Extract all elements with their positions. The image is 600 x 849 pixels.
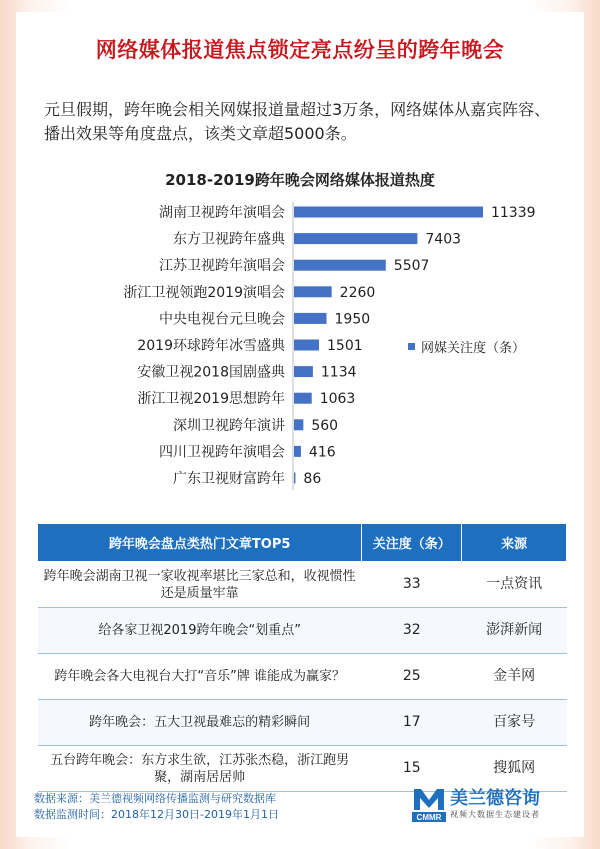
category-label: 安徽卫视2018国剧盛典 [137, 364, 285, 381]
category-label: 浙江卫视领跑2019演唱会 [123, 284, 285, 301]
bar [294, 473, 295, 484]
brand-tagline: 视频大数据生态建设者 [450, 809, 540, 819]
legend-swatch [408, 343, 415, 350]
data-label: 2260 [339, 284, 376, 301]
article-source: 百家号 [462, 700, 567, 746]
intro-paragraph: 元旦假期，跨年晚会相关网媒报道量超过3万条，网络媒体从嘉宾阵容、播出效果等角度盘点，该类文章超5000条。 [44, 100, 551, 143]
category-label: 2019环球跨年冰雪盛典 [137, 338, 285, 354]
article-source: 搜狐网 [462, 746, 567, 792]
table-row [38, 654, 567, 700]
article-source: 金羊网 [462, 654, 567, 700]
data-label: 1950 [334, 311, 371, 328]
data-label: 5507 [393, 258, 430, 275]
article-title[interactable]: 跨年晚会各大电视台大打“音乐”牌 谁能成为赢家？ [38, 654, 362, 700]
chart-legend [408, 337, 525, 356]
chart-title: 2018-2019跨年晚会网络媒体报道热度 [165, 171, 435, 189]
article-source: 澎湃新闻 [462, 608, 567, 654]
table-row [38, 608, 567, 654]
category-label: 浙江卫视2019思想跨年 [137, 391, 285, 408]
bar [294, 366, 313, 377]
bar [294, 340, 319, 351]
table-row [38, 746, 567, 792]
data-label: 1501 [327, 338, 363, 354]
article-title[interactable]: 跨年晚会：五大卫视最难忘的精彩瞬间 [38, 700, 362, 746]
category-label: 四川卫视跨年演唱会 [159, 444, 285, 461]
top5-table [37, 523, 567, 792]
footer-notes [34, 791, 279, 823]
category-label: 广东卫视财富跨年 [173, 471, 285, 487]
category-label: 江苏卫视跨年演唱会 [159, 258, 285, 275]
category-label: 湖南卫视跨年演唱会 [159, 205, 285, 221]
table-header-source: 来源 [462, 524, 567, 562]
table-row [38, 562, 567, 608]
bar [294, 419, 303, 430]
table-header-row [38, 524, 567, 562]
data-label: 1134 [320, 364, 357, 381]
page-title: 网络媒体报道焦点锁定亮点纷呈的跨年晚会 [95, 38, 505, 62]
brand-name: 美兰德咨询 [450, 787, 540, 809]
article-title[interactable]: 跨年晚会湖南卫视一家收视率堪比三家总和，收视惯性还是质量牢靠 [38, 562, 362, 608]
article-score: 33 [362, 562, 462, 608]
article-title[interactable]: 五台跨年晚会：东方求生欲，江苏张杰稳，浙江跑男聚，湖南居居帅 [38, 746, 362, 792]
bar [294, 233, 417, 244]
data-label: 416 [308, 444, 336, 461]
table-header-title: 跨年晚会盘点类热门文章TOP5 [38, 524, 362, 562]
table-header-score: 关注度（条） [362, 524, 462, 562]
bar [294, 286, 332, 297]
data-label: 560 [311, 417, 339, 434]
data-label: 86 [303, 471, 322, 487]
bar [294, 446, 301, 457]
category-label: 东方卫视跨年盛典 [173, 231, 285, 248]
category-label: 深圳卫视跨年演讲 [173, 417, 285, 434]
bar [294, 207, 483, 218]
cmmr-logo-icon [412, 786, 446, 822]
article-score: 32 [362, 608, 462, 654]
logo-text: CMMR [416, 813, 442, 822]
data-label: 7403 [425, 231, 462, 248]
monitor-period-note: 数据监测时间：2018年12月30日-2019年1月1日 [34, 808, 279, 821]
bar [294, 393, 312, 404]
brand-block [412, 786, 540, 822]
table-row [38, 700, 567, 746]
bar [294, 260, 386, 271]
bar [294, 313, 327, 324]
article-score: 25 [362, 654, 462, 700]
article-score: 15 [362, 746, 462, 792]
article-source: 一点资讯 [462, 562, 567, 608]
data-label: 11339 [490, 205, 536, 221]
category-label: 中央电视台元旦晚会 [159, 311, 285, 328]
article-score: 17 [362, 700, 462, 746]
article-title[interactable]: 给各家卫视2019跨年晚会“划重点” [38, 608, 362, 654]
data-source-note: 数据来源：美兰德视频网络传播监测与研究数据库 [34, 792, 276, 805]
legend-label: 网媒关注度（条） [421, 341, 526, 356]
data-label: 1063 [319, 391, 356, 408]
